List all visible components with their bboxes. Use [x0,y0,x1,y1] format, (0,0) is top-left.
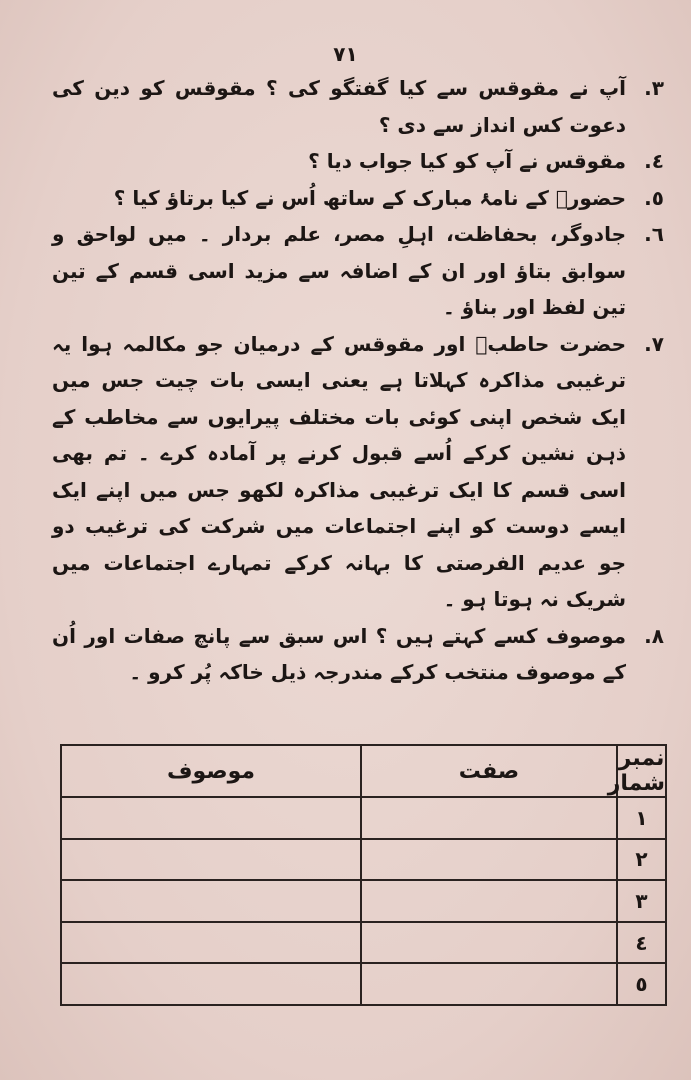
worksheet-table-wrap [60,744,667,1006]
row-number: ٣ [617,880,666,922]
table-row [61,880,666,922]
question-text: جادوگر، بحفاظت، اہلِ مصر، علم بردار ۔ میں لواحق و سوابق بتاؤ اور ان کے اضافہ سے مزید اسی قسم کے تین تین لفظ اور بناؤ ۔ [52,222,626,319]
question-4 [52,143,664,180]
mausoof-cell [61,922,361,964]
mausoof-cell [61,839,361,881]
question-number: ٥. [644,185,664,210]
row-number: ٤ [617,922,666,964]
table-header-row [61,745,666,797]
question-3 [52,70,664,143]
question-text: حضرت حاطبؓ اور مقوقس کے درمیان جو مکالمہ ہوا یہ ترغیبی مذاکرہ کہلاتا ہے یعنی ایسی بات چیت جس میں ایک شخص اپنی کوئی بات مختلف پیرایوں سے مخاطب کے ذہن نشین کرکے اُسے قبول کرنے پر آمادہ کرے ۔ تم بھی اسی قسم کا ایک ترغیبی مذاکرہ لکھو جس میں اپنے ایک ایسے دوست کو اپنے اجتماعات میں شرکت کی ترغیب دو جو عدیم الفرصتی کا بہانہ کرکے تمہارے اجتماعات میں شریک نہ ہوتا ہو ۔ [52,331,626,611]
question-number: ٤. [644,149,664,173]
question-text: آپ نے مقوقس سے کیا گفتگو کی ؟ مقوقس کو دین کی دعوت کس انداز سے دی ؟ [52,76,626,137]
question-number: ٣. [644,76,664,100]
mausoof-cell [61,797,361,839]
table-row [61,797,666,839]
question-text: مقوقس نے آپ کو کیا جواب دیا ؟ [308,149,626,173]
page-number: ٧١ [333,42,358,66]
question-8 [52,618,664,691]
question-number: ٦. [644,222,664,246]
questions-list [52,70,664,691]
header-mausoof: موصوف [61,745,361,797]
question-text: حضورؐ کے نامۂ مبارک کے ساتھ اُس نے کیا برتاؤ کیا ؟ [113,185,626,210]
row-number: ٢ [617,839,666,881]
table-row [61,922,666,964]
worksheet-table [60,744,667,1006]
question-5 [52,180,664,217]
sifat-cell [361,880,617,922]
header-number: نمبر شمار [607,746,665,796]
sifat-cell [361,797,617,839]
sifat-cell [361,839,617,881]
sifat-cell [361,963,617,1005]
header-sifat: صفت [361,745,617,797]
mausoof-cell [61,880,361,922]
table-row [61,963,666,1005]
question-6 [52,216,664,326]
question-7 [52,326,664,618]
row-number: ٥ [617,963,666,1005]
question-number: ٨. [644,623,664,648]
question-number: ٧. [644,331,664,356]
mausoof-cell [61,963,361,1005]
sifat-cell [361,922,617,964]
row-number: ١ [617,797,666,839]
table-row [61,839,666,881]
question-text: موصوف کسے کہتے ہیں ؟ اس سبق سے پانچ صفات اور اُن کے موصوف منتخب کرکے مندرجہ ذیل خاکہ پُر کرو ۔ [52,623,626,684]
